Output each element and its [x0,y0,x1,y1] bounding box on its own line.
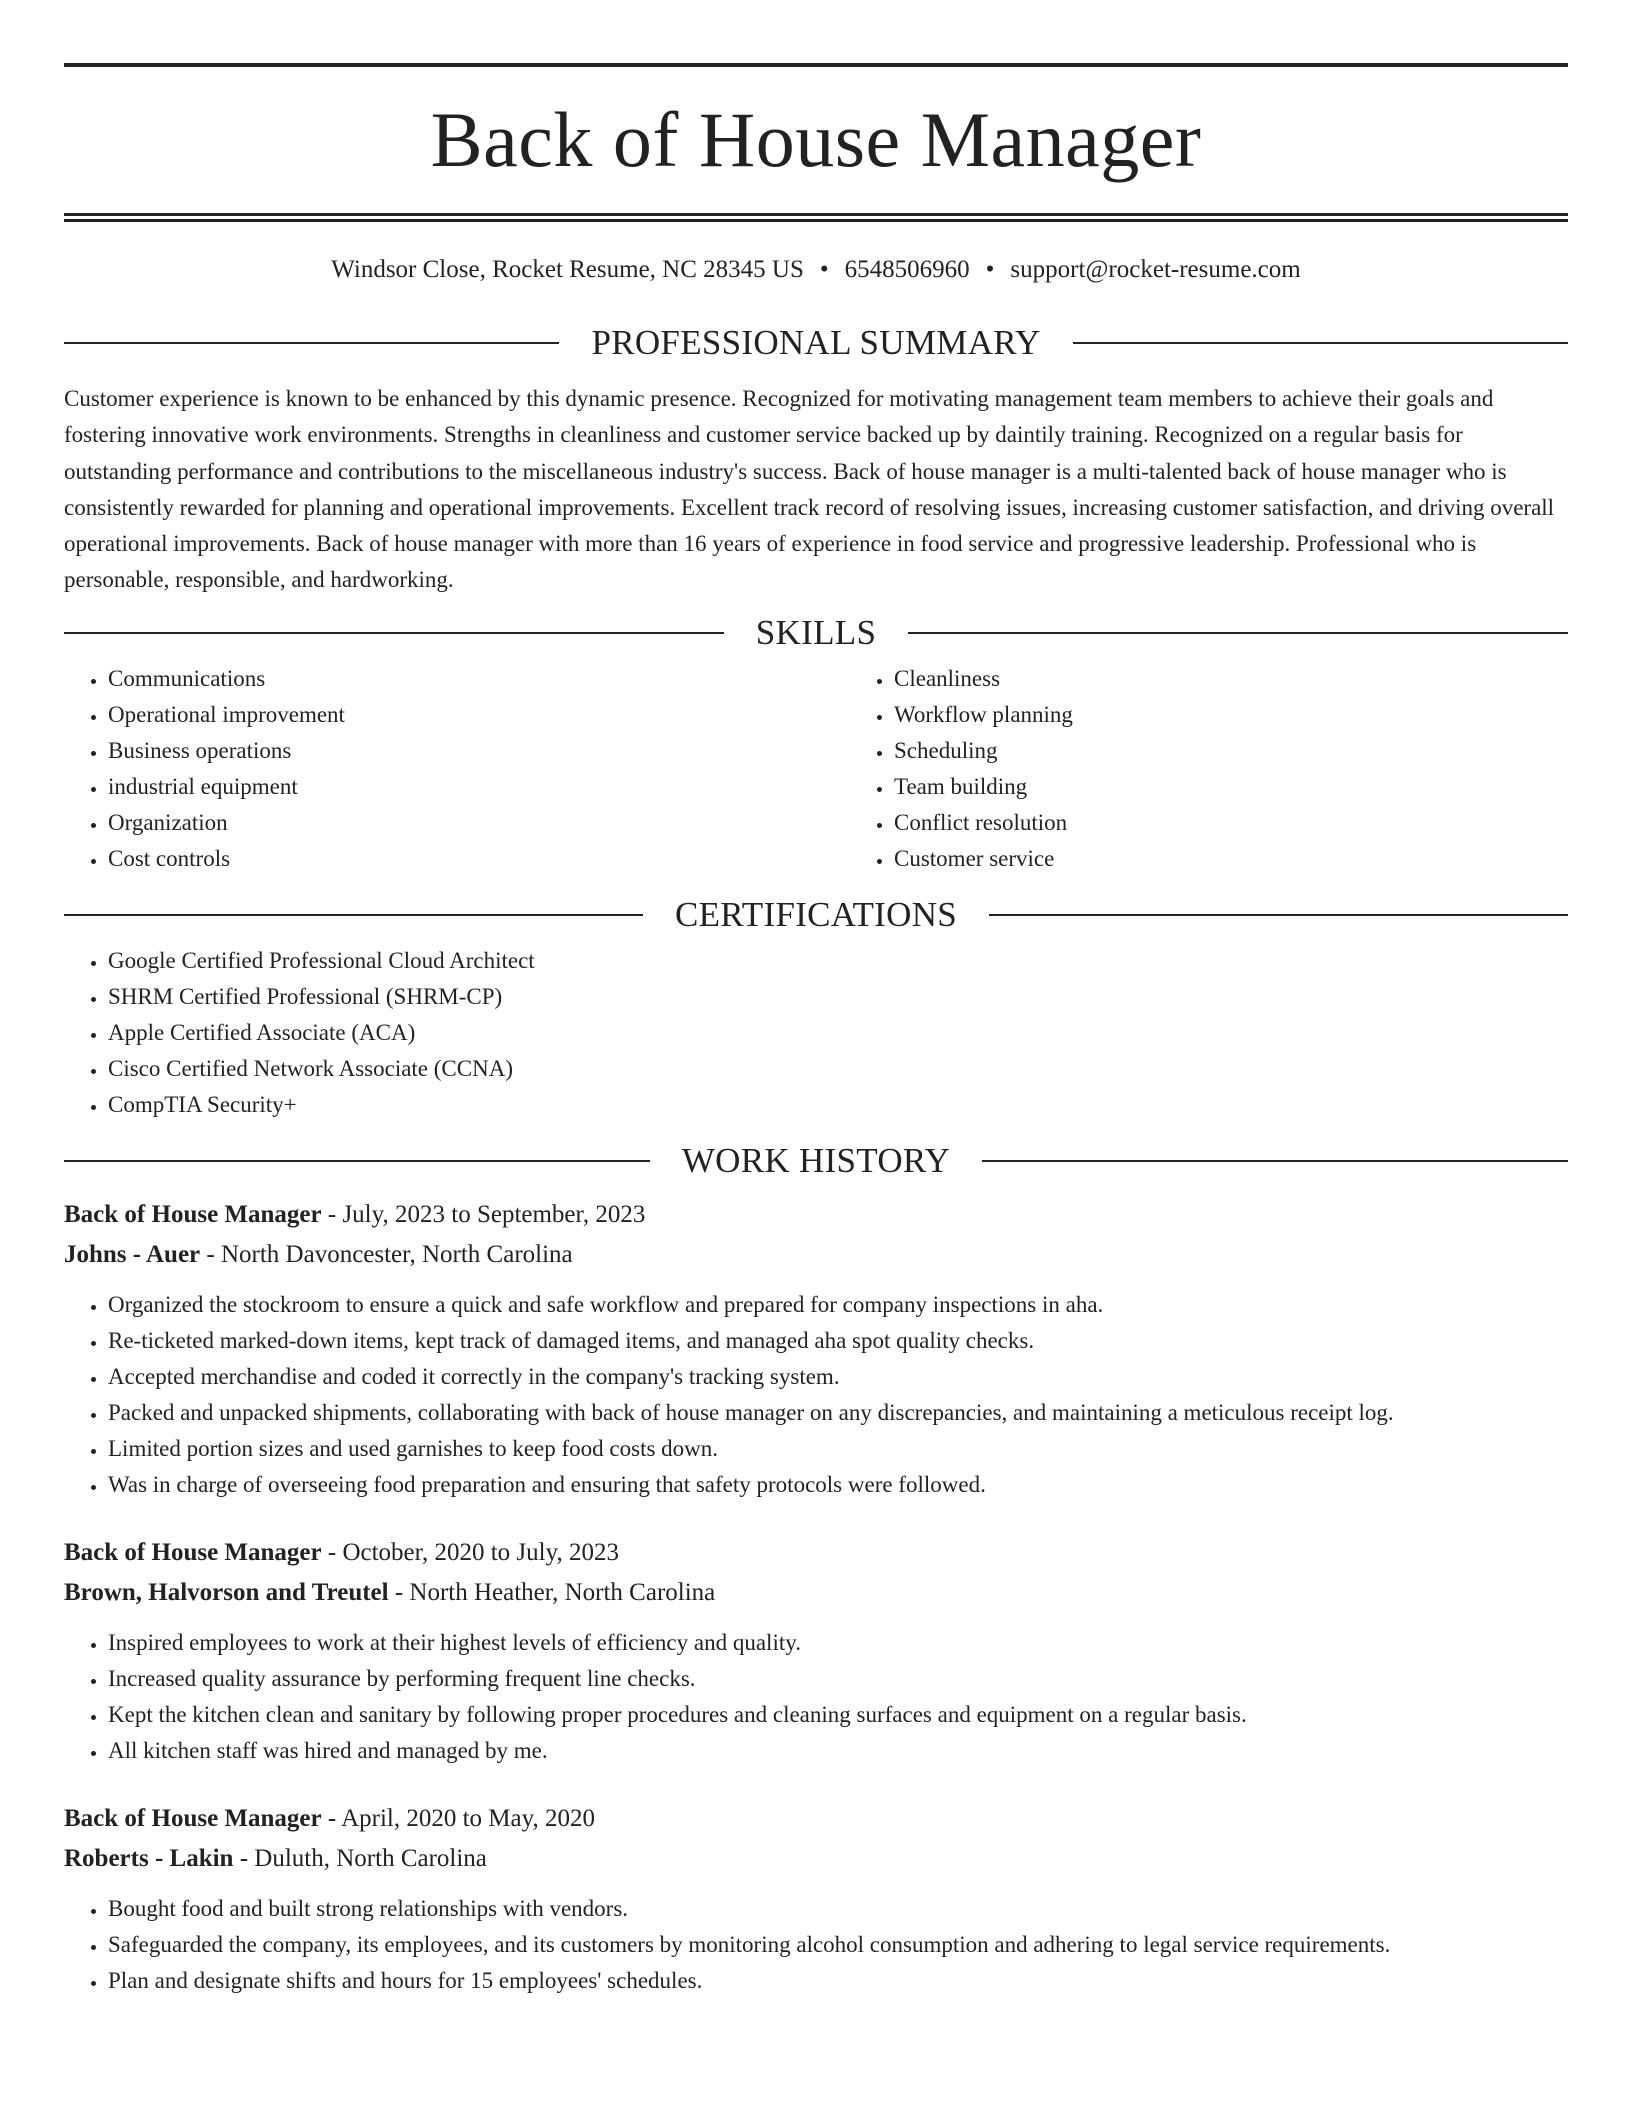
job-bullet: • Increased quality assurance by performing frequent line checks. [108,1661,1568,1697]
contact-line [64,255,1568,285]
job-bullet: • Organized the stockroom to ensure a quick and safe workflow and prepared for company inspections in aha. [108,1287,1568,1323]
summary-text: Customer experience is known to be enhanced by this dynamic presence. Recognized for motivating management team members to achieve their goals and fostering innovative work environments. Strengths in cleanliness and customer service backed up by daintily training. Recognized on a regular basis for outstanding performance and contributions to the miscellaneous industry's success. Back of house manager is a multi-talented back of house manager who is consistently rewarded for planning and operational improvements. Excellent track record of resolving issues, increasing customer satisfaction, and driving overall operational improvements. Back of house manager with more than 16 years of experience in food service and progressive leadership. Professional who is personable, responsible, and hardworking. [64,386,1555,593]
job-location: - North Heather, North Carolina [388,1578,716,1606]
skills-heading [64,613,1568,653]
skills-grid [64,661,1568,877]
heading-rule [64,342,559,344]
job-bullets [64,1891,1568,1999]
skill-item: • Scheduling [894,733,1632,769]
section-title: SKILLS [755,612,877,652]
job-title-line [64,1195,1568,1235]
work-history-heading [64,1141,1568,1181]
skill-item: • Conflict resolution [894,805,1632,841]
job-company: Johns - Auer [64,1240,201,1268]
job-company: Brown, Halvorson and Treutel [64,1578,389,1606]
skill-item: • Business operations [108,733,850,769]
skill-item: • Operational improvement [108,697,850,733]
job-title: Back of House Manager [64,1538,322,1566]
summary-heading [64,323,1568,363]
job-title: Back of House Manager [64,1804,322,1832]
resume-name: Back of House Manager [430,96,1202,183]
job-bullet: • Accepted merchandise and coded it correctly in the company's tracking system. [108,1359,1568,1395]
job-bullet: • All kitchen staff was hired and managed by me. [108,1733,1568,1769]
job-bullet: • Packed and unpacked shipments, collaborating with back of house manager on any discrepancies, and maintaining a meticulous receipt log. [108,1395,1568,1431]
heading-rule [1073,342,1568,344]
job-title: Back of House Manager [64,1200,322,1228]
skills-left-list [64,661,850,877]
certification-item: • Apple Certified Associate (ACA) [108,1015,1568,1051]
heading-rule [908,632,1568,634]
heading-rule [64,1160,650,1162]
certifications-heading [64,895,1568,935]
certification-item: • CompTIA Security+ [108,1087,1568,1123]
job-bullet: • Limited portion sizes and used garnishes to keep food costs down. [108,1431,1568,1467]
email[interactable]: support@rocket-resume.com [1010,256,1301,283]
job-location: - Duluth, North Carolina [233,1844,487,1872]
job-bullet: • Plan and designate shifts and hours for 15 employees' schedules. [108,1963,1568,1999]
skill-item: • Workflow planning [894,697,1632,733]
job-bullet: • Safeguarded the company, its employees, and its customers by monitoring alcohol consumption and adhering to legal service requirements. [108,1927,1568,1963]
separator: • [819,256,829,283]
job-title-line [64,1533,1568,1573]
skill-item: • Customer service [894,841,1632,877]
skill-item: • Communications [108,661,850,697]
job-dates: - July, 2023 to September, 2023 [321,1200,646,1228]
certification-item: • SHRM Certified Professional (SHRM-CP) [108,979,1568,1015]
heading-rule [64,632,724,634]
top-rule [64,63,1568,67]
job-company: Roberts - Lakin [64,1844,234,1872]
job-title-line [64,1799,1568,1839]
job-dates: - April, 2020 to May, 2020 [321,1804,595,1832]
job-company-line [64,1235,1568,1275]
skill-item: • Cleanliness [894,661,1632,697]
skill-item: • industrial equipment [108,769,850,805]
certification-item: • Cisco Certified Network Associate (CCNA) [108,1051,1568,1087]
job-entry [64,1533,1568,1769]
certification-item: • Google Certified Professional Cloud Architect [108,943,1568,979]
job-bullet: • Bought food and built strong relationships with vendors. [108,1891,1568,1927]
job-company-line [64,1573,1568,1613]
job-bullet: • Was in charge of overseeing food preparation and ensuring that safety protocols were followed. [108,1467,1568,1503]
skill-item: • Team building [894,769,1632,805]
resume-page [64,0,1568,1999]
job-location: - North Davoncester, North Carolina [200,1240,573,1268]
job-bullet: • Inspired employees to work at their highest levels of efficiency and quality. [108,1625,1568,1661]
address: Windsor Close, Rocket Resume, NC 28345 US [331,256,804,283]
job-company-line [64,1839,1568,1879]
section-title: PROFESSIONAL SUMMARY [591,323,1041,362]
double-rule [64,213,1568,222]
certifications-list [64,943,1568,1123]
job-bullet: • Kept the kitchen clean and sanitary by following proper procedures and cleaning surfaces and equipment on a regular basis. [108,1697,1568,1733]
section-title: WORK HISTORY [681,1140,951,1180]
skill-item: • Cost controls [108,841,850,877]
separator: • [985,256,995,283]
heading-rule [982,1160,1568,1162]
skills-right-list [850,661,1632,877]
job-bullets [64,1287,1568,1503]
job-entry [64,1195,1568,1503]
job-bullets [64,1625,1568,1769]
phone[interactable]: 6548506960 [844,256,970,283]
job-bullet: • Re-ticketed marked-down items, kept track of damaged items, and managed aha spot quality checks. [108,1323,1568,1359]
skill-item: • Organization [108,805,850,841]
job-entry [64,1799,1568,1999]
job-dates: - October, 2020 to July, 2023 [321,1538,619,1566]
heading-rule [989,914,1568,916]
section-title: CERTIFICATIONS [674,894,958,934]
heading-rule [64,914,643,916]
